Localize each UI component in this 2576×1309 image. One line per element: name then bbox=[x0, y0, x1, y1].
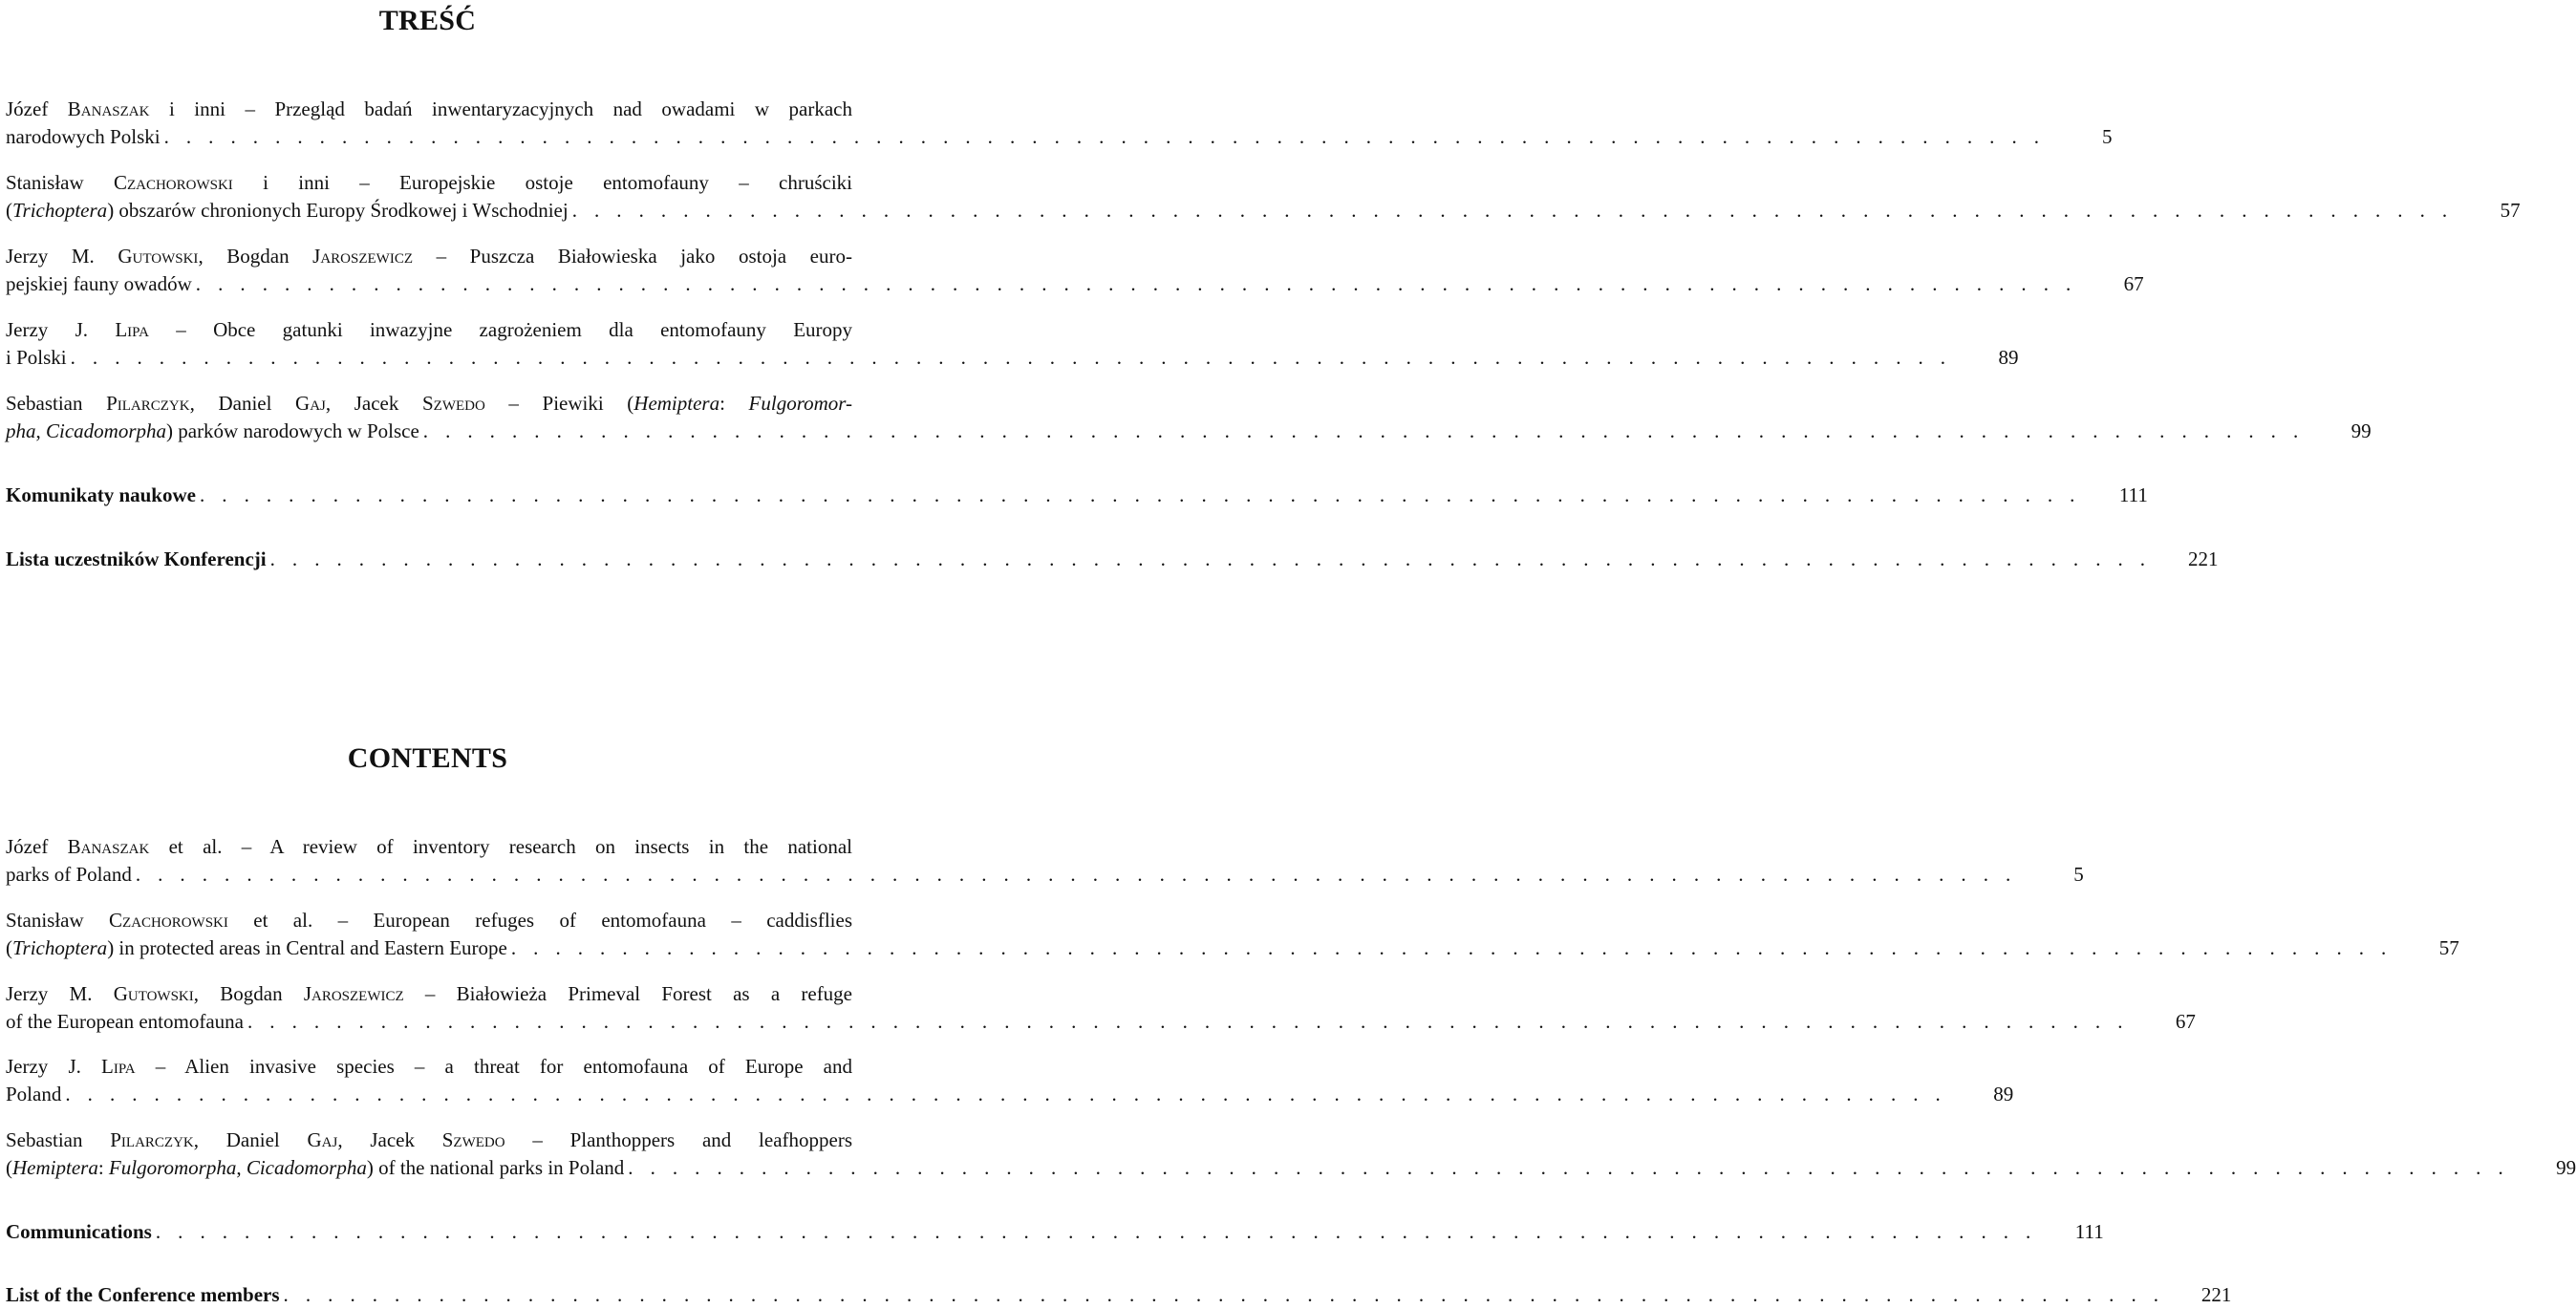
entry-title-line: Jerzy M. Gutowski, Bogdan Jaroszewicz – Puszcza Białowieska jako ostoja euro- bbox=[6, 245, 852, 268]
page-number: 99 bbox=[2556, 1156, 2576, 1179]
page-number: 221 bbox=[2187, 547, 2219, 570]
page-number: 221 bbox=[2200, 1283, 2232, 1306]
dot-leader: . . . . . . . . . . . . . . . . . . . . . . . . . . . . . . . . . . . . . . . . . . . . . . . . . . . . . . . . . . . . . . . . . . . . . . . . . . . . . . . . . . . . . bbox=[571, 199, 2454, 222]
entry-title-line: Stanisław Czachorowski i inni – Europejskie ostoje entomofauny – chruściki bbox=[6, 171, 852, 194]
entry-title-line: Sebastian Pilarczyk, Daniel Gaj, Jacek Szwedo – Planthoppers and leafhoppers bbox=[6, 1128, 853, 1151]
entry-last-line: pejskiej fauny owadów . . . . . . . . . . . . . . . . . . . . . . . . . . . . . . . . . . . . . . . . . . . . . . . . . . . . . . . . . . . . . . . . . . . . . . . . . . . . . . . . . . . . . 67 bbox=[6, 270, 917, 298]
toc-entry[interactable] bbox=[6, 243, 2144, 298]
entry-title-line: Józef Banaszak i inni – Przegląd badań inwentaryzacyjnych nad owadami w parkach bbox=[6, 97, 852, 120]
toc-entry[interactable] bbox=[6, 169, 2521, 225]
toc-entry[interactable] bbox=[6, 1127, 2576, 1182]
entry-last-line: narodowych Polski . . . . . . . . . . . . . . . . . . . . . . . . . . . . . . . . . . . . . . . . . . . . . . . . . . . . . . . . . . . . . . . . . . . . . . . . . . . . . . . . . . . . . 5 bbox=[6, 123, 917, 151]
entry-title-line: Jerzy J. Lipa – Obce gatunki inwazyjne zagrożeniem dla entomofauny Europy bbox=[6, 318, 853, 341]
entry-last-line: List of the Conference members . . . . . . . . . . . . . . . . . . . . . . . . . . . . . . . . . . . . . . . . . . . . . . . . . . . . . . . . . . . . . . . . . . . . . . . . . . . . . . . . . . . . . 221 bbox=[6, 1281, 917, 1309]
page-number: 5 bbox=[2073, 863, 2084, 886]
page-number: 99 bbox=[2351, 419, 2372, 442]
entry-last-line: (Trichoptera) in protected areas in Central and Eastern Europe . . . . . . . . . . . . . . . . . . . . . . . . . . . . . . . . . . . . . . . . . . . . . . . . . . . . . . . . . . . . . . . . . . . . . . . . . . . . . . . . . . . . . 57 bbox=[6, 934, 917, 962]
dot-leader: . . . . . . . . . . . . . . . . . . . . . . . . . . . . . . . . . . . . . . . . . . . . . . . . . . . . . . . . . . . . . . . . . . . . . . . . . . . . . . . . . . . . . bbox=[195, 272, 2077, 295]
toc-entry[interactable] bbox=[6, 980, 2196, 1036]
entry-title-line: Jerzy J. Lipa – Alien invasive species – a threat for entomofauna of Europe and bbox=[6, 1055, 853, 1078]
contents-title: CONTENTS bbox=[347, 742, 508, 774]
toc-entry[interactable] bbox=[6, 96, 2113, 151]
entry-last-line: parks of Poland . . . . . . . . . . . . . . . . . . . . . . . . . . . . . . . . . . . . . . . . . . . . . . . . . . . . . . . . . . . . . . . . . . . . . . . . . . . . . . . . . . . . . 5 bbox=[6, 861, 917, 889]
dot-leader: . . . . . . . . . . . . . . . . . . . . . . . . . . . . . . . . . . . . . . . . . . . . . . . . . . . . . . . . . . . . . . . . . . . . . . . . . . . . . . . . . . . . . bbox=[510, 936, 2393, 959]
toc-entry[interactable] bbox=[6, 390, 2372, 445]
toc-entry[interactable] bbox=[6, 1053, 2014, 1108]
dot-leader: . . . . . . . . . . . . . . . . . . . . . . . . . . . . . . . . . . . . . . . . . . . . . . . . . . . . . . . . . . . . . . . . . . . . . . . . . . . . . . . . . . . . . bbox=[199, 483, 2081, 506]
toc-entry-komunikaty[interactable] bbox=[6, 482, 2148, 509]
dot-leader: . . . . . . . . . . . . . . . . . . . . . . . . . . . . . . . . . . . . . . . . . . . . . . . . . . . . . . . . . . . . . . . . . . . . . . . . . . . . . . . . . . . . . bbox=[247, 1010, 2129, 1033]
entry-last-line: Poland . . . . . . . . . . . . . . . . . . . . . . . . . . . . . . . . . . . . . . . . . . . . . . . . . . . . . . . . . . . . . . . . . . . . . . . . . . . . . . . . . . . . . 89 bbox=[6, 1081, 917, 1108]
entry-title-line: Stanisław Czachorowski et al. – European refuges of entomofauna – caddisflies bbox=[6, 909, 852, 932]
entry-last-line: Communications . . . . . . . . . . . . . . . . . . . . . . . . . . . . . . . . . . . . . . . . . . . . . . . . . . . . . . . . . . . . . . . . . . . . . . . . . . . . . . . . . . . . . 111 bbox=[6, 1218, 917, 1246]
entry-last-line: (Hemiptera: Fulgoromorpha, Cicadomorpha) of the national parks in Poland . . . . . . . . . . . . . . . . . . . . . . . . . . . . . . . . . . . . . . . . . . . . . . . . . . . . . . . . . . . . . . . . . . . . . . . . . . . . . . . . . . . . . 99 bbox=[6, 1154, 917, 1182]
toc-entry-communications[interactable] bbox=[6, 1218, 2104, 1246]
dot-leader: . . . . . . . . . . . . . . . . . . . . . . . . . . . . . . . . . . . . . . . . . . . . . . . . . . . . . . . . . . . . . . . . . . . . . . . . . . . . . . . . . . . . . bbox=[269, 547, 2152, 570]
dot-leader: . . . . . . . . . . . . . . . . . . . . . . . . . . . . . . . . . . . . . . . . . . . . . . . . . . . . . . . . . . . . . . . . . . . . . . . . . . . . . . . . . . . . . bbox=[155, 1220, 2037, 1243]
entry-last-line: i Polski . . . . . . . . . . . . . . . . . . . . . . . . . . . . . . . . . . . . . . . . . . . . . . . . . . . . . . . . . . . . . . . . . . . . . . . . . . . . . . . . . . . . . 89 bbox=[6, 344, 917, 372]
toc-entry[interactable] bbox=[6, 316, 2019, 372]
entry-title-line: Sebastian Pilarczyk, Daniel Gaj, Jacek Szwedo – Piewiki (Hemiptera: Fulgoromor- bbox=[6, 392, 853, 415]
dot-leader: . . . . . . . . . . . . . . . . . . . . . . . . . . . . . . . . . . . . . . . . . . . . . . . . . . . . . . . . . . . . . . . . . . . . . . . . . . . . . . . . . . . . . bbox=[65, 1083, 1947, 1105]
toc-entry-lista[interactable] bbox=[6, 546, 2219, 573]
entry-title-line: Jerzy M. Gutowski, Bogdan Jaroszewicz – Białowieża Primeval Forest as a refuge bbox=[6, 982, 853, 1005]
tresc-title: TREŚĆ bbox=[378, 5, 477, 36]
page-number: 57 bbox=[2500, 199, 2521, 222]
page-number: 5 bbox=[2101, 125, 2113, 148]
dot-leader: . . . . . . . . . . . . . . . . . . . . . . . . . . . . . . . . . . . . . . . . . . . . . . . . . . . . . . . . . . . . . . . . . . . . . . . . . . . . . . . . . . . . . bbox=[628, 1156, 2510, 1179]
dot-leader: . . . . . . . . . . . . . . . . . . . . . . . . . . . . . . . . . . . . . . . . . . . . . . . . . . . . . . . . . . . . . . . . . . . . . . . . . . . . . . . . . . . . . bbox=[283, 1283, 2165, 1306]
page-number: 111 bbox=[2074, 1220, 2104, 1243]
toc-entry[interactable] bbox=[6, 907, 2459, 962]
page-number: 57 bbox=[2438, 936, 2459, 959]
dot-leader: . . . . . . . . . . . . . . . . . . . . . . . . . . . . . . . . . . . . . . . . . . . . . . . . . . . . . . . . . . . . . . . . . . . . . . . . . . . . . . . . . . . . . bbox=[70, 346, 1952, 369]
dot-leader: . . . . . . . . . . . . . . . . . . . . . . . . . . . . . . . . . . . . . . . . . . . . . . . . . . . . . . . . . . . . . . . . . . . . . . . . . . . . . . . . . . . . . bbox=[163, 125, 2046, 148]
entry-last-line: Komunikaty naukowe . . . . . . . . . . . . . . . . . . . . . . . . . . . . . . . . . . . . . . . . . . . . . . . . . . . . . . . . . . . . . . . . . . . . . . . . . . . . . . . . . . . . . 111 bbox=[6, 482, 917, 509]
toc-entry-list[interactable] bbox=[6, 1281, 2232, 1309]
page-number: 111 bbox=[2118, 483, 2148, 506]
toc-entry[interactable] bbox=[6, 833, 2084, 889]
page-number: 89 bbox=[1993, 1083, 2014, 1105]
dot-leader: . . . . . . . . . . . . . . . . . . . . . . . . . . . . . . . . . . . . . . . . . . . . . . . . . . . . . . . . . . . . . . . . . . . . . . . . . . . . . . . . . . . . . bbox=[422, 419, 2305, 442]
entry-last-line: (Trichoptera) obszarów chronionych Europy Środkowej i Wschodniej . . . . . . . . . . . . . . . . . . . . . . . . . . . . . . . . . . . . . . . . . . . . . . . . . . . . . . . . . . . . . . . . . . . . . . . . . . . . . . . . . . . . . 57 bbox=[6, 197, 917, 225]
page-number: 67 bbox=[2123, 272, 2144, 295]
entry-title-line: Józef Banaszak et al. – A review of inventory research on insects in the national bbox=[6, 835, 852, 858]
page-number: 67 bbox=[2175, 1010, 2196, 1033]
dot-leader: . . . . . . . . . . . . . . . . . . . . . . . . . . . . . . . . . . . . . . . . . . . . . . . . . . . . . . . . . . . . . . . . . . . . . . . . . . . . . . . . . . . . . bbox=[135, 863, 2017, 886]
page-number: 89 bbox=[1998, 346, 2019, 369]
entry-last-line: pha, Cicadomorpha) parków narodowych w Polsce . . . . . . . . . . . . . . . . . . . . . . . . . . . . . . . . . . . . . . . . . . . . . . . . . . . . . . . . . . . . . . . . . . . . . . . . . . . . . . . . . . . . . 99 bbox=[6, 418, 917, 445]
entry-last-line: of the European entomofauna . . . . . . . . . . . . . . . . . . . . . . . . . . . . . . . . . . . . . . . . . . . . . . . . . . . . . . . . . . . . . . . . . . . . . . . . . . . . . . . . . . . . . 67 bbox=[6, 1008, 917, 1036]
entry-last-line: Lista uczestników Konferencji . . . . . . . . . . . . . . . . . . . . . . . . . . . . . . . . . . . . . . . . . . . . . . . . . . . . . . . . . . . . . . . . . . . . . . . . . . . . . . . . . . . . . 221 bbox=[6, 546, 917, 573]
